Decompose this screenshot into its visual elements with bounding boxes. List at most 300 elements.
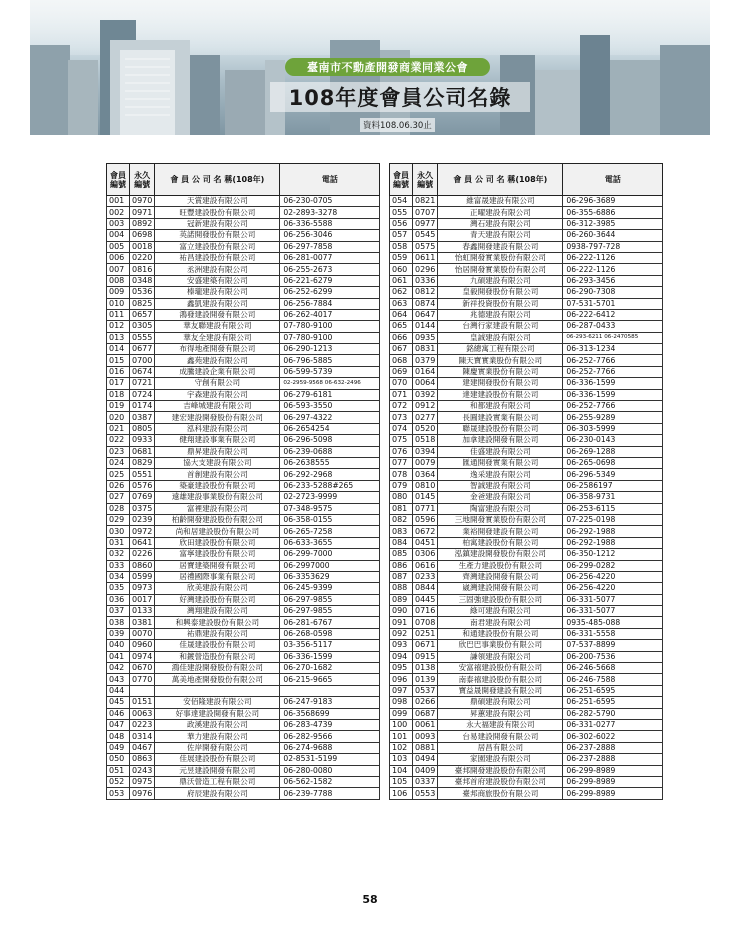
phone-cell: 06-256-3046	[280, 230, 380, 241]
member-no-cell: 073	[390, 412, 413, 423]
member-no-cell: 011	[107, 309, 130, 320]
table-row	[390, 252, 663, 263]
table-row	[390, 355, 663, 366]
company-name-cell: 柏齡開發建設股份有限公司	[155, 514, 280, 525]
table-row	[107, 628, 380, 639]
company-name-cell: 佳展建設股份有限公司	[155, 754, 280, 765]
company-name-cell: 欣田建設股份有限公司	[155, 537, 280, 548]
company-name-cell: 首創建設有限公司	[155, 469, 280, 480]
member-no-cell: 081	[390, 503, 413, 514]
phone-cell: 06-270-1682	[280, 663, 380, 674]
permanent-no-cell: 0881	[413, 742, 438, 753]
permanent-no-cell: 0387	[130, 412, 155, 423]
permanent-no-cell: 0381	[130, 617, 155, 628]
phone-cell: 06-313-1234	[563, 344, 663, 355]
phone-cell: 06-2997000	[280, 560, 380, 571]
table-row	[390, 241, 663, 252]
phone-cell: 07-780-9100	[280, 321, 380, 332]
company-name-cell: 齊灣建設開發有限公司	[438, 571, 563, 582]
company-name-cell: 祐昌建設股份有限公司	[155, 252, 280, 263]
phone-cell: 06-265-7258	[280, 526, 380, 537]
member-no-cell: 032	[107, 549, 130, 560]
company-name-cell: 鴻發建設開發有限公司	[155, 309, 280, 320]
phone-cell	[280, 685, 380, 696]
permanent-no-cell: 0960	[130, 640, 155, 651]
permanent-no-cell: 0306	[413, 549, 438, 560]
member-no-cell: 023	[107, 446, 130, 457]
table-row	[390, 492, 663, 503]
table-header-row	[107, 164, 380, 196]
table-row	[390, 606, 663, 617]
table-row	[390, 537, 663, 548]
permanent-no-cell: 0164	[413, 366, 438, 377]
table-row	[390, 708, 663, 719]
company-name-cell: 陳天寶實業股份有限公司	[438, 355, 563, 366]
member-no-cell: 074	[390, 423, 413, 434]
table-row	[390, 571, 663, 582]
company-name-cell: 祐鼎建設有限公司	[155, 628, 280, 639]
table-row	[390, 389, 663, 400]
permanent-no-cell: 0520	[413, 423, 438, 434]
member-no-cell: 087	[390, 571, 413, 582]
table-row	[390, 332, 663, 343]
phone-cell: 0935-485-088	[563, 617, 663, 628]
table-row	[107, 309, 380, 320]
member-no-cell: 015	[107, 355, 130, 366]
header-phone: 電話	[280, 164, 380, 196]
table-row	[107, 435, 380, 446]
phone-cell: 06-256-4220	[563, 583, 663, 594]
company-name-cell: 好事達建設開發有限公司	[155, 708, 280, 719]
table-row	[107, 457, 380, 468]
company-name-cell: 銘總寓工程有限公司	[438, 344, 563, 355]
phone-cell: 02-2959-9568 06-632-2496	[280, 378, 380, 389]
permanent-no-cell: 0305	[130, 321, 155, 332]
company-name-cell: 鼎沃營造工程有限公司	[155, 776, 280, 787]
phone-cell: 07-531-5701	[563, 298, 663, 309]
header-company-name: 會 員 公 司 名 稱(108年)	[155, 164, 280, 196]
table-row	[107, 366, 380, 377]
phone-cell: 06-215-9665	[280, 674, 380, 685]
table-row	[390, 264, 663, 275]
table-row	[107, 674, 380, 685]
phone-cell: 06-293-6211 06-2470585	[563, 332, 663, 343]
member-no-cell: 082	[390, 514, 413, 525]
table-row	[107, 321, 380, 332]
association-name-strip	[285, 58, 490, 76]
table-row	[390, 503, 663, 514]
table-row	[107, 537, 380, 548]
permanent-no-cell: 0721	[130, 378, 155, 389]
table-row	[107, 571, 380, 582]
header-permanent-no: 永久 編號	[130, 164, 155, 196]
company-name-cell: 宇森建設有限公司	[155, 389, 280, 400]
phone-cell: 06-358-0155	[280, 514, 380, 525]
phone-cell: 06-265-0698	[563, 457, 663, 468]
table-row	[107, 514, 380, 525]
phone-cell: 06-269-1288	[563, 446, 663, 457]
member-no-cell: 019	[107, 401, 130, 412]
permanent-no-cell: 0770	[130, 674, 155, 685]
permanent-no-cell: 0555	[130, 332, 155, 343]
company-name-cell: 佳盛建設有限公司	[438, 446, 563, 457]
permanent-no-cell: 0337	[413, 776, 438, 787]
table-row	[107, 651, 380, 662]
permanent-no-cell: 0611	[413, 252, 438, 263]
phone-cell: 06-358-9731	[563, 492, 663, 503]
company-name-cell: 協大支建設有限公司	[155, 457, 280, 468]
permanent-no-cell: 0467	[130, 742, 155, 753]
member-no-cell: 072	[390, 401, 413, 412]
member-no-cell: 006	[107, 252, 130, 263]
phone-cell: 06-222-1126	[563, 264, 663, 275]
phone-cell: 06-283-4739	[280, 719, 380, 730]
data-date-note: 資料108.06.30止	[360, 118, 435, 132]
phone-cell: 06-355-6886	[563, 207, 663, 218]
company-name-cell: 怡居開發實業股份有限公司	[438, 264, 563, 275]
member-no-cell: 078	[390, 469, 413, 480]
permanent-no-cell: 0064	[413, 378, 438, 389]
permanent-no-cell: 0251	[413, 628, 438, 639]
company-name-cell: 南泰禧建設股份有限公司	[438, 674, 563, 685]
company-name-cell: 布得地產開發有限公司	[155, 344, 280, 355]
company-name-cell: 吉峰城建設有限公司	[155, 401, 280, 412]
phone-cell: 06-3353629	[280, 571, 380, 582]
table-row	[107, 731, 380, 742]
member-no-cell: 049	[107, 742, 130, 753]
permanent-no-cell: 0769	[130, 492, 155, 503]
member-no-cell: 002	[107, 207, 130, 218]
phone-cell: 06-239-0688	[280, 446, 380, 457]
member-no-cell: 106	[390, 788, 413, 799]
member-no-cell: 053	[107, 788, 130, 799]
member-no-cell: 054	[390, 196, 413, 207]
member-no-cell: 100	[390, 719, 413, 730]
table-row	[107, 754, 380, 765]
phone-cell: 06-256-7884	[280, 298, 380, 309]
permanent-no-cell: 0296	[413, 264, 438, 275]
table-row	[107, 663, 380, 674]
member-no-cell: 029	[107, 514, 130, 525]
phone-cell: 06-3568699	[280, 708, 380, 719]
company-name-cell: 謙領建設有限公司	[438, 651, 563, 662]
company-name-cell: 台灣行家建設有限公司	[438, 321, 563, 332]
member-no-cell: 004	[107, 230, 130, 241]
member-no-cell: 104	[390, 765, 413, 776]
table-row	[107, 560, 380, 571]
phone-cell: 06-247-9183	[280, 697, 380, 708]
member-no-cell: 028	[107, 503, 130, 514]
phone-cell: 06-287-0433	[563, 321, 663, 332]
table-row	[107, 378, 380, 389]
member-no-cell: 024	[107, 457, 130, 468]
permanent-no-cell: 0138	[413, 663, 438, 674]
company-name-cell: 聯晟建設股份有限公司	[438, 423, 563, 434]
member-no-cell: 091	[390, 617, 413, 628]
company-name-cell: 華友聯建設有限公司	[155, 321, 280, 332]
member-no-cell: 025	[107, 469, 130, 480]
phone-cell: 06-350-1212	[563, 549, 663, 560]
permanent-no-cell: 0079	[413, 457, 438, 468]
permanent-no-cell: 0973	[130, 583, 155, 594]
table-row	[107, 503, 380, 514]
table-row	[390, 218, 663, 229]
table-row	[390, 697, 663, 708]
member-no-cell: 064	[390, 309, 413, 320]
permanent-no-cell: 0336	[413, 275, 438, 286]
table-row	[390, 719, 663, 730]
permanent-no-cell: 0596	[413, 514, 438, 525]
permanent-no-cell: 0223	[130, 719, 155, 730]
permanent-no-cell: 0974	[130, 651, 155, 662]
table-row	[390, 457, 663, 468]
company-name-cell: 欣美建設有限公司	[155, 583, 280, 594]
permanent-no-cell: 0972	[130, 526, 155, 537]
company-name-cell: 鼎昇建設有限公司	[155, 446, 280, 457]
company-name-cell: 建建開發股份有限公司	[438, 378, 563, 389]
phone-cell: 03-356-5117	[280, 640, 380, 651]
phone-cell: 06-252-7766	[563, 401, 663, 412]
company-name-cell: 家園建設有限公司	[438, 754, 563, 765]
table-row	[107, 480, 380, 491]
table-row	[107, 685, 380, 696]
permanent-no-cell: 0698	[130, 230, 155, 241]
permanent-no-cell: 0976	[130, 788, 155, 799]
phone-cell: 06-279-6181	[280, 389, 380, 400]
member-no-cell: 008	[107, 275, 130, 286]
header-member-no: 會員 編號	[390, 164, 413, 196]
permanent-no-cell: 0133	[130, 606, 155, 617]
permanent-no-cell: 0243	[130, 765, 155, 776]
phone-cell: 06-245-9399	[280, 583, 380, 594]
company-name-cell: 怡虹開發實業股份有限公司	[438, 252, 563, 263]
member-no-cell: 061	[390, 275, 413, 286]
table-row	[390, 788, 663, 799]
permanent-no-cell: 0677	[130, 344, 155, 355]
company-name-cell: 達建建設股份有限公司	[438, 389, 563, 400]
phone-cell: 06-255-9289	[563, 412, 663, 423]
member-no-cell: 030	[107, 526, 130, 537]
company-name-cell: 居寶建築開發有限公司	[155, 560, 280, 571]
table-row	[390, 765, 663, 776]
permanent-no-cell: 0810	[413, 480, 438, 491]
association-name: 臺南市不動產開發商業同業公會	[307, 61, 468, 74]
page-number: 58	[362, 893, 378, 906]
table-row	[390, 378, 663, 389]
phone-cell: 06-336-1599	[280, 651, 380, 662]
table-row	[390, 651, 663, 662]
table-row	[390, 628, 663, 639]
table-row	[390, 423, 663, 434]
company-name-cell: 萬美地產開發股份有限公司	[155, 674, 280, 685]
phone-cell: 06-290-1213	[280, 344, 380, 355]
permanent-no-cell: 0575	[413, 241, 438, 252]
company-name-cell: 匯通開發實業有限公司	[438, 457, 563, 468]
member-no-cell: 021	[107, 423, 130, 434]
phone-cell: 06-297-7858	[280, 241, 380, 252]
phone-cell: 07-537-8899	[563, 640, 663, 651]
phone-cell: 06-299-8989	[563, 776, 663, 787]
phone-cell: 06-281-0077	[280, 252, 380, 263]
phone-cell: 06-292-1988	[563, 526, 663, 537]
member-no-cell: 056	[390, 218, 413, 229]
phone-cell: 06-292-1988	[563, 537, 663, 548]
table-row	[390, 366, 663, 377]
member-no-cell: 098	[390, 697, 413, 708]
phone-cell: 06-336-5588	[280, 218, 380, 229]
permanent-no-cell: 0379	[413, 355, 438, 366]
phone-cell: 06-253-6115	[563, 503, 663, 514]
company-name-cell: 皇誠建設有限公司	[438, 332, 563, 343]
company-name-cell: 遠雄建設事業股份有限公司	[155, 492, 280, 503]
member-no-cell: 092	[390, 628, 413, 639]
member-no-cell: 062	[390, 287, 413, 298]
phone-cell: 06-292-2968	[280, 469, 380, 480]
table-row	[390, 549, 663, 560]
table-body-right	[390, 196, 663, 800]
permanent-no-cell: 0093	[413, 731, 438, 742]
header-member-no: 會員 編號	[107, 164, 130, 196]
permanent-no-cell: 0860	[130, 560, 155, 571]
company-name-cell: 和興泰建設股份有限公司	[155, 617, 280, 628]
permanent-no-cell: 0220	[130, 252, 155, 263]
permanent-no-cell: 0977	[413, 218, 438, 229]
phone-cell: 06-593-3550	[280, 401, 380, 412]
permanent-no-cell: 0551	[130, 469, 155, 480]
member-no-cell: 026	[107, 480, 130, 491]
company-name-cell: 逸采建設有限公司	[438, 469, 563, 480]
company-name-cell: 泓鎮建設開發股份有限公司	[438, 549, 563, 560]
member-no-cell: 093	[390, 640, 413, 651]
member-no-cell: 052	[107, 776, 130, 787]
company-name-cell: 綠可建設有限公司	[438, 606, 563, 617]
table-row	[390, 742, 663, 753]
company-name-cell: 春鑫開發建設有限公司	[438, 241, 563, 252]
member-no-cell: 051	[107, 765, 130, 776]
permanent-no-cell: 0915	[413, 651, 438, 662]
table-row	[107, 719, 380, 730]
table-row	[390, 298, 663, 309]
table-row	[107, 275, 380, 286]
permanent-no-cell: 0829	[130, 457, 155, 468]
member-no-cell: 079	[390, 480, 413, 491]
table-row	[390, 321, 663, 332]
company-name-cell: 富立建設股份有限公司	[155, 241, 280, 252]
permanent-no-cell: 0708	[413, 617, 438, 628]
company-name-cell: 泓科建設有限公司	[155, 423, 280, 434]
permanent-no-cell: 0537	[413, 685, 438, 696]
table-row	[107, 617, 380, 628]
company-name-cell: 和通建設股份有限公司	[438, 628, 563, 639]
member-no-cell: 033	[107, 560, 130, 571]
permanent-no-cell: 0844	[413, 583, 438, 594]
member-no-cell: 034	[107, 571, 130, 582]
table-row	[107, 606, 380, 617]
table-header-row	[390, 164, 663, 196]
header-company-name: 會 員 公 司 名 稱(108年)	[438, 164, 563, 196]
member-no-cell: 038	[107, 617, 130, 628]
phone-cell: 06-562-1582	[280, 776, 380, 787]
company-name-cell: 灣石建設有限公司	[438, 218, 563, 229]
phone-cell: 06-221-6279	[280, 275, 380, 286]
member-no-cell: 071	[390, 389, 413, 400]
phone-cell: 06-2654254	[280, 423, 380, 434]
member-no-cell: 022	[107, 435, 130, 446]
phone-cell: 06-299-8989	[563, 765, 663, 776]
table-row	[107, 423, 380, 434]
phone-cell: 06-312-3985	[563, 218, 663, 229]
company-name-cell: 維富晟建設有限公司	[438, 196, 563, 207]
member-no-cell: 020	[107, 412, 130, 423]
member-no-cell: 048	[107, 731, 130, 742]
company-name-cell: 青天建設有限公司	[438, 230, 563, 241]
member-no-cell: 065	[390, 321, 413, 332]
company-name-cell: 柏寓建設股份有限公司	[438, 537, 563, 548]
member-no-cell: 035	[107, 583, 130, 594]
member-no-cell: 101	[390, 731, 413, 742]
table-row	[107, 196, 380, 207]
company-name-cell: 昇蕙建設有限公司	[438, 708, 563, 719]
company-name-cell: 寶益晟開發建設有限公司	[438, 685, 563, 696]
member-no-cell: 088	[390, 583, 413, 594]
permanent-no-cell: 0812	[413, 287, 438, 298]
table-row	[107, 264, 380, 275]
member-no-cell: 063	[390, 298, 413, 309]
member-no-cell: 007	[107, 264, 130, 275]
table-row	[390, 617, 663, 628]
permanent-no-cell: 0063	[130, 708, 155, 719]
table-row	[390, 435, 663, 446]
company-name-cell: 和鍍營造股份有限公司	[155, 651, 280, 662]
permanent-no-cell: 0070	[130, 628, 155, 639]
permanent-no-cell: 0687	[413, 708, 438, 719]
permanent-no-cell: 0971	[130, 207, 155, 218]
table-row	[107, 492, 380, 503]
page-title-box	[270, 82, 530, 112]
phone-cell: 06-293-3456	[563, 275, 663, 286]
member-no-cell: 055	[390, 207, 413, 218]
permanent-no-cell: 0576	[130, 480, 155, 491]
permanent-no-cell: 0674	[130, 366, 155, 377]
header-phone: 電話	[563, 164, 663, 196]
phone-cell: 06-296-3689	[563, 196, 663, 207]
company-name-cell: 鑫凱建設有限公司	[155, 298, 280, 309]
permanent-no-cell: 0821	[413, 196, 438, 207]
table-row	[107, 697, 380, 708]
permanent-no-cell: 0933	[130, 435, 155, 446]
member-no-cell: 046	[107, 708, 130, 719]
header-banner	[30, 0, 710, 135]
permanent-no-cell	[130, 685, 155, 696]
table-row	[107, 241, 380, 252]
company-name-cell: 冠新建設有限公司	[155, 218, 280, 229]
company-name-cell: 陶富建設有限公司	[438, 503, 563, 514]
company-name-cell: 好灣建設股份有限公司	[155, 594, 280, 605]
table-row	[107, 230, 380, 241]
company-name-cell: 陳慶實業股份有限公司	[438, 366, 563, 377]
permanent-no-cell: 0599	[130, 571, 155, 582]
company-name-cell: 丞洲建設有限公司	[155, 264, 280, 275]
permanent-no-cell: 0912	[413, 401, 438, 412]
company-name-cell: 業裕開發建設有限公司	[438, 526, 563, 537]
table-row	[107, 469, 380, 480]
permanent-no-cell: 0151	[130, 697, 155, 708]
phone-cell: 0938-797-728	[563, 241, 663, 252]
member-no-cell: 097	[390, 685, 413, 696]
phone-cell: 06-331-5558	[563, 628, 663, 639]
company-name-cell: 長圓建設實業有限公司	[438, 412, 563, 423]
member-no-cell: 044	[107, 685, 130, 696]
